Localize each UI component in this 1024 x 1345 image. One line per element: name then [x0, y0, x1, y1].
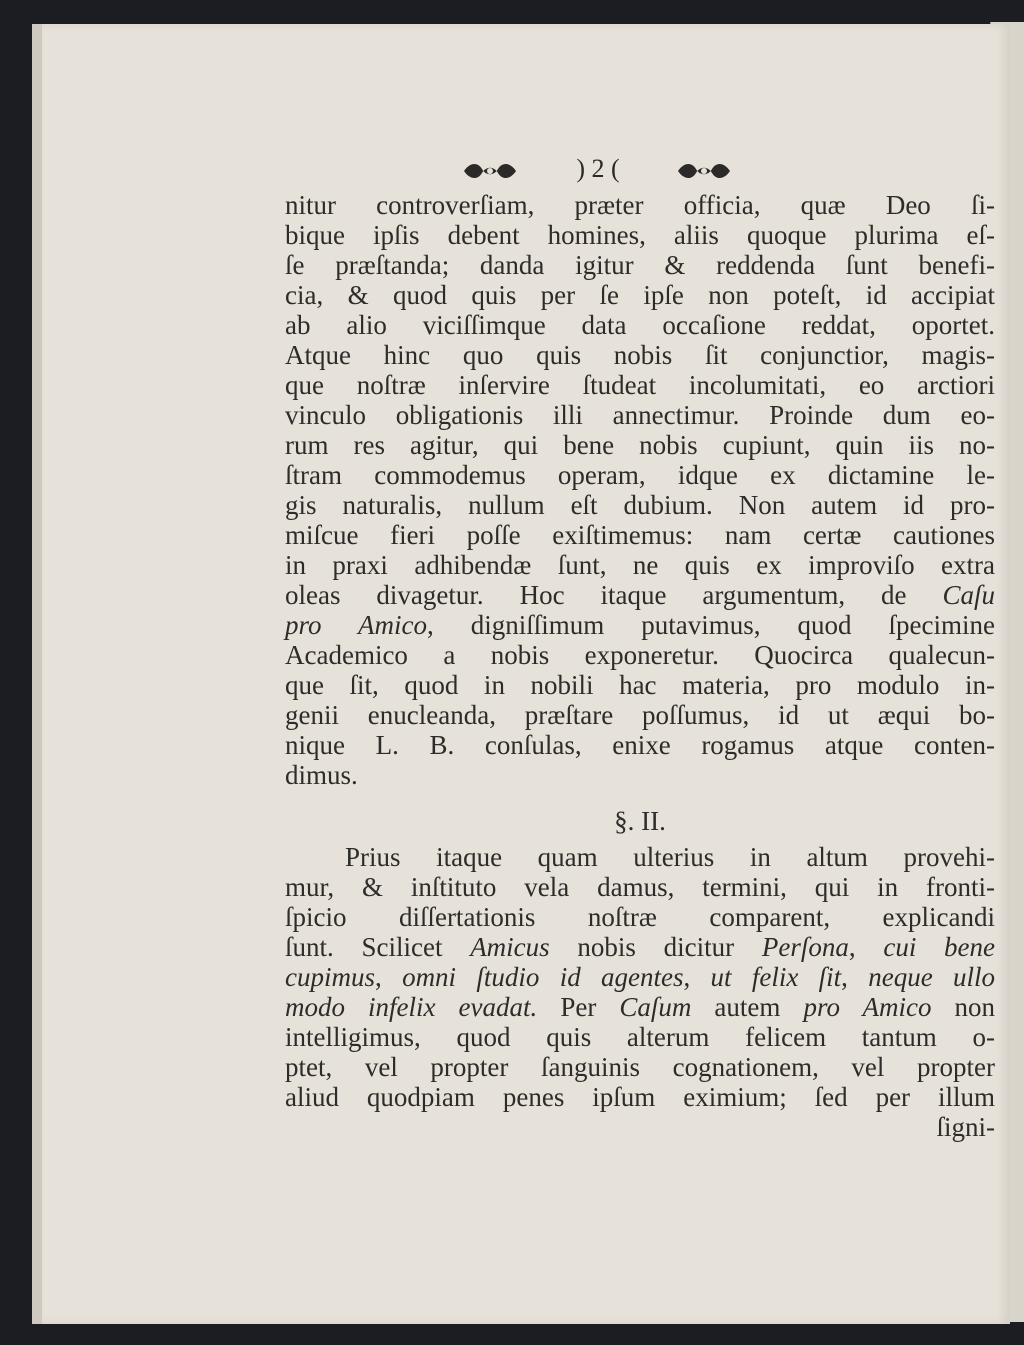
text-line: gis naturalis, nullum eſt dubium. Non autem id pro-: [285, 490, 995, 520]
text-line: que ſit, quod in nobili hac materia, pro modulo in-: [285, 670, 995, 700]
text-line: Atque hinc quo quis nobis ſit conjunctior, magis-: [285, 340, 995, 370]
page-number: ) 2 (: [576, 154, 620, 183]
text-segment: ſunt. Scilicet: [285, 932, 443, 962]
text-line: [285, 932, 995, 962]
italic-segment: Caſu: [942, 580, 995, 610]
text-line: intelligimus, quod quis alterum felicem tantum o-: [285, 1022, 995, 1052]
text-line: [285, 962, 995, 992]
text-segment: , digniſſimum putavimus, quod ſpecimine: [427, 610, 996, 640]
text-segment: oleas divagetur. Hoc itaque argumentum, de: [285, 580, 907, 610]
right-ornament-icon: [676, 160, 732, 182]
book-page: [32, 24, 1010, 1324]
text-segment: nobis dicitur: [577, 932, 735, 962]
text-line: Academico a nobis exponeretur. Quocirca qualecun-: [285, 640, 995, 670]
text-line: ptet, vel propter ſanguinis cognationem, vel propter: [285, 1052, 995, 1082]
text-line: cia, & quod quis per ſe ipſe non poteſt, id accipiat: [285, 280, 995, 310]
text-line: genii enucleanda, præſtare poſſumus, id ut æqui bo-: [285, 700, 995, 730]
text-line: Prius itaque quam ulterius in altum provehi-: [345, 842, 995, 872]
text-line: rum res agitur, qui bene nobis cupiunt, quin iis no-: [285, 430, 995, 460]
text-line: ab alio viciſſimque data occaſione reddat, oportet.: [285, 310, 995, 340]
section-heading: §. II.: [614, 806, 666, 836]
text-line: [285, 580, 995, 610]
text-line: nique L. B. conſulas, enixe rogamus atque conten-: [285, 730, 995, 760]
text-line: miſcue fieri poſſe exiſtimemus: nam certæ cautiones: [285, 520, 995, 550]
text-segment: ,: [848, 932, 856, 962]
text-segment: autem: [714, 992, 781, 1022]
italic-segment: cui bene: [883, 932, 996, 962]
text-segment: ,: [841, 962, 869, 992]
italic-segment: modo infelix evadat.: [285, 992, 538, 1022]
text-line: bique ipſis debent homines, aliis quoque plurima eſ-: [285, 220, 995, 250]
text-segment: ,: [683, 962, 711, 992]
text-segment: non: [954, 992, 996, 1022]
left-ornament-icon: [462, 160, 518, 182]
text-segment: ,: [375, 962, 403, 992]
text-line: nitur controverſiam, præter officia, quæ Deo ſi-: [285, 190, 995, 220]
text-line: vinculo obligationis illi annectimur. Proinde dum eo-: [285, 400, 995, 430]
text-line: in praxi adhibendæ ſunt, ne quis ex improviſo extra: [285, 550, 995, 580]
running-header: [42, 152, 1010, 192]
text-line: dimus.: [285, 760, 358, 790]
text-line: que noſtræ inſervire ſtudeat incolumitati, eo arctiori: [285, 370, 995, 400]
text-line: ſpicio diſſertationis noſtræ comparent, explicandi: [285, 902, 995, 932]
italic-segment: ut felix ſit: [710, 962, 842, 992]
text-line: mur, & inſtituto vela damus, termini, qui in fronti-: [285, 872, 995, 902]
italic-segment: cupimus: [285, 962, 375, 992]
text-line: [285, 610, 995, 640]
italic-segment: pro Amico: [803, 992, 932, 1022]
italic-segment: Amicus: [470, 932, 550, 962]
text-line: ſtram commodemus operam, idque ex dictamine le-: [285, 460, 995, 490]
italic-segment: pro Amico: [285, 610, 428, 640]
text-line: [285, 992, 995, 1022]
catchword: ſigni-: [936, 1112, 995, 1142]
text-line: aliud quodpiam penes ipſum eximium; ſed per illum: [285, 1082, 995, 1112]
italic-segment: neque ullo: [868, 962, 996, 992]
italic-segment: omni ſtudio id agentes: [402, 962, 684, 992]
italic-segment: Caſum: [619, 992, 692, 1022]
text-line: ſe præſtanda; danda igitur & reddenda ſunt benefi-: [285, 250, 995, 280]
text-segment: Per: [560, 992, 597, 1022]
italic-segment: Perſona: [761, 932, 849, 962]
